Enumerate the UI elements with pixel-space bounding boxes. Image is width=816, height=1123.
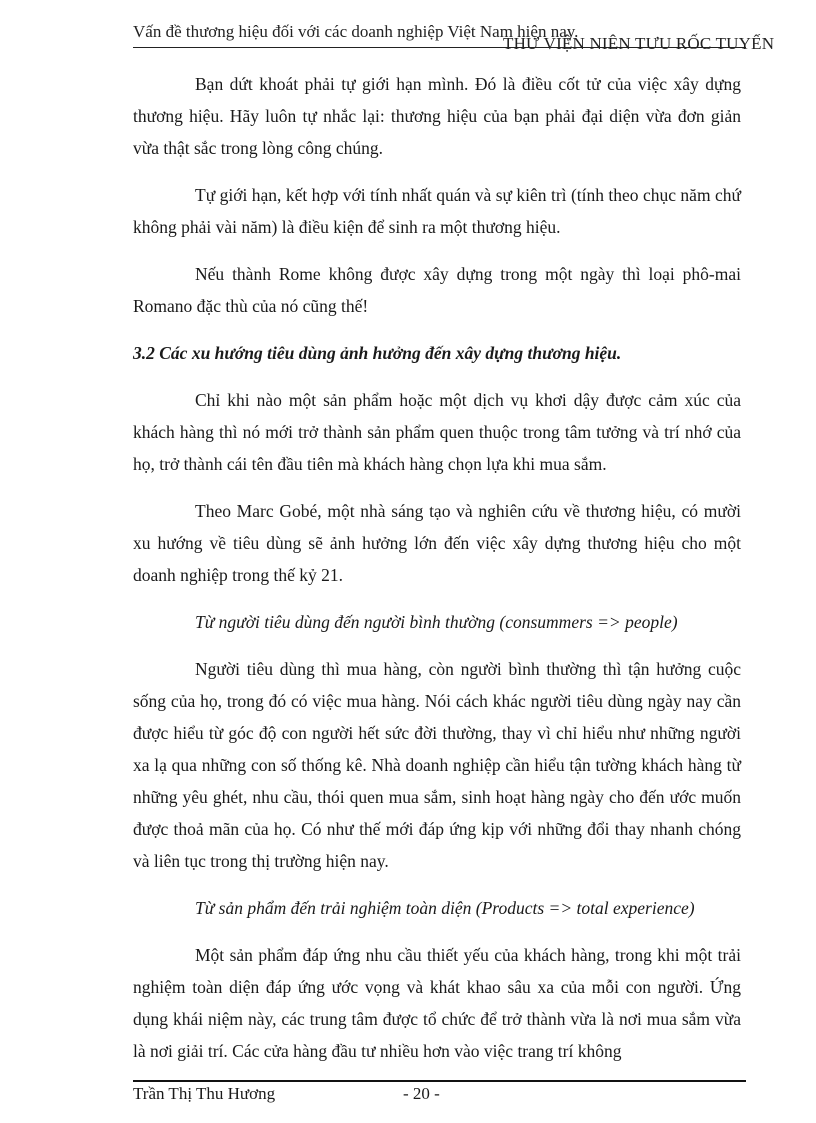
paragraph-experience: Một sản phẩm đáp ứng nhu cầu thiết yếu của khách hàng, trong khi một trải nghiệm toàn diện đáp ứng ước vọng và khát khao sâu xa của mỗi con người. Ứng dụng khái niệm này, các trung tâm được tổ chức để trở thành vừa là nơi mua sắm vừa là nơi giải trí. Các cửa hàng đầu tư nhiều hơn vào việc trang trí không: [133, 945, 741, 1061]
running-header-title: Vấn đề thương hiệu đối với các doanh nghiệp Việt Nam hiện nay.: [133, 22, 579, 41]
page-number: - 20 -: [403, 1084, 440, 1103]
library-watermark: THƯ VIỆN NIÊN TƯU RỐC TUYẾN: [503, 34, 775, 53]
subheading-consumers-to-people: Từ người tiêu dùng đến người bình thường (consummers => people): [195, 612, 678, 632]
header-divider: [133, 47, 746, 48]
paragraph-marc-gobe: Theo Marc Gobé, một nhà sáng tạo và nghiên cứu về thương hiệu, có mười xu hướng về tiêu dùng sẽ ảnh hưởng lớn đến việc xây dựng thương hiệu cho một doanh nghiệp trong thế kỷ 21.: [133, 501, 741, 585]
footer-author: Trần Thị Thu Hương: [133, 1084, 276, 1103]
paragraph-emotion: Chỉ khi nào một sản phẩm hoặc một dịch vụ khơi dậy được cảm xúc của khách hàng thì nó mới trở thành sản phẩm quen thuộc trong tâm tưởng và trí nhớ của họ, trở thành cái tên đầu tiên mà khách hàng chọn lựa khi mua sắm.: [133, 390, 741, 474]
paragraph-self-limit: Bạn dứt khoát phải tự giới hạn mình. Đó là điều cốt tử của việc xây dựng thương hiệu. Hãy luôn tự nhắc lại: thương hiệu của bạn phải đại diện vừa đơn giản vừa thật sắc trong lòng công chúng.: [133, 74, 741, 158]
paragraph-consumers: Người tiêu dùng thì mua hàng, còn người bình thường thì tận hưởng cuộc sống của họ, trong đó có việc mua hàng. Nói cách khác người tiêu dùng ngày nay cần được hiểu từ góc độ con người hết sức đời thường, thay vì chỉ hiểu như những người xa lạ qua những con số thống kê. Nhà doanh nghiệp cần hiểu tận tường khách hàng từ những yêu ghét, nhu cầu, thói quen mua sắm, sinh hoạt hàng ngày cho đến ước muốn được thoả mãn của họ. Có như thế mới đáp ứng kịp với những đổi thay nhanh chóng và liên tục trong thị trường hiện nay.: [133, 659, 741, 871]
paragraph-rome: Nếu thành Rome không được xây dựng trong một ngày thì loại phô-mai Romano đặc thù của nó cũng thế!: [133, 264, 741, 316]
section-heading-3-2: 3.2 Các xu hướng tiêu dùng ảnh hưởng đến xây dựng thương hiệu.: [133, 343, 622, 363]
paragraph-consistency: Tự giới hạn, kết hợp với tính nhất quán và sự kiên trì (tính theo chục năm chứ không phải vài năm) là điều kiện để sinh ra một thương hiệu.: [133, 185, 741, 237]
page-body: [133, 68, 741, 1082]
footer-divider: [133, 1080, 746, 1082]
subheading-products-to-experience: Từ sản phẩm đến trải nghiệm toàn diện (Products => total experience): [195, 898, 695, 918]
